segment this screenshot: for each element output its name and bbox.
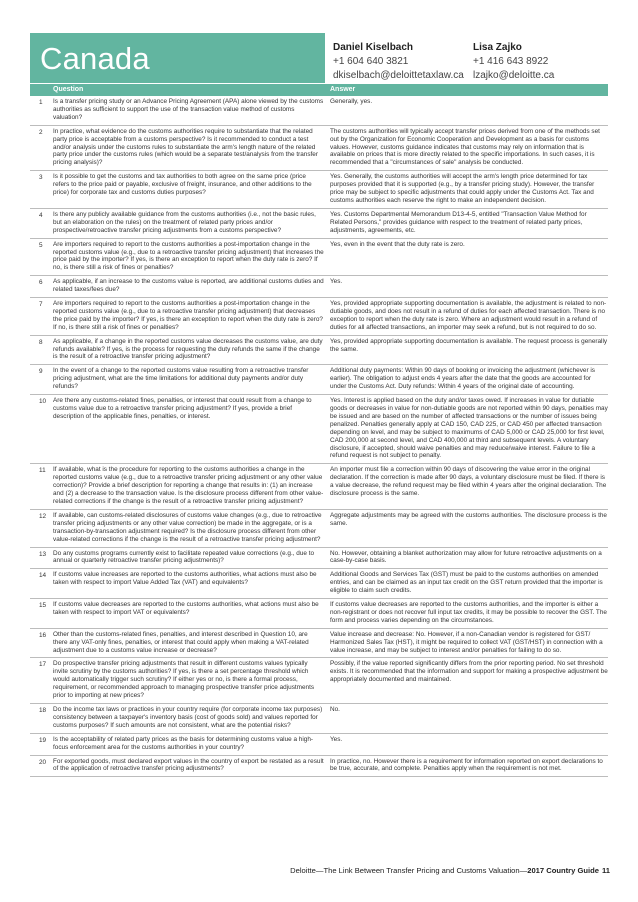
table-row — [30, 548, 608, 570]
table-row — [30, 298, 608, 336]
page-number: 11 — [601, 866, 610, 875]
table-row — [30, 171, 608, 209]
contact-card — [473, 33, 554, 83]
question-number: 14 — [39, 572, 47, 580]
question-number: 19 — [39, 736, 47, 744]
question-text: Do any customs programs currently exist to facilitate repeated value corrections (e.g., due to annual or quarterly retroactive transfer pricing adjustments)? — [53, 549, 315, 565]
answer-text: Additional Goods and Services Tax (GST) must be paid to the customs authorities on amended entries, and can be claimed as an input tax credit on the GST return provided that the importer is eligible to claim such credits. — [330, 571, 603, 595]
answer-text: Yes. — [330, 735, 343, 743]
contact-email[interactable]: dkiselbach@deloittetaxlaw.ca — [333, 70, 464, 81]
question-text: For exported goods, must declared export values in the country of export be restated as a result of the application of retroactive transfer pricing adjustments? — [53, 757, 324, 773]
question-number: 20 — [39, 758, 47, 766]
table-row — [30, 658, 608, 704]
page-footer — [0, 866, 610, 875]
contact-phone[interactable]: +1 416 643 8922 — [473, 56, 549, 67]
question-text: Is it possible to get the customs and tax authorities to both agree on the same price (price refers to the price paid or payable, exclusive of freight, insurance, and other additions to the price) for corporate tax and customs duties purposes? — [53, 173, 312, 197]
footer-guide: 2017 Country Guide — [527, 866, 599, 875]
question-number: 3 — [39, 174, 43, 182]
contact-phone[interactable]: +1 604 640 3821 — [333, 56, 409, 67]
table-header — [30, 84, 608, 96]
question-number: 4 — [39, 211, 43, 219]
question-text: Are importers required to report to the customs authorities a post-importation change in the reported customs value (e.g., due to a retroactive transfer pricing adjustment) that decreases the price paid by the importer? If yes, is there an exception to report when the duty rate is zero? If no, is there still a risk of fines or penalties? — [53, 300, 323, 331]
table-row — [30, 365, 608, 395]
answer-text: Yes, even in the event that the duty rate is zero. — [330, 240, 465, 248]
question-text: Are there any customs-related fines, penalties, or interest that could result from a change to customs value due to a retroactive transfer pricing adjustment? If yes, provide a brief description of the applicable fines, penalties, or interest. — [53, 397, 312, 420]
table-row — [30, 395, 608, 464]
question-number: 2 — [39, 128, 43, 136]
question-text: If available, what is the procedure for reporting to the customs authorities a change in the reported customs value (e.g., due to a retroactive transfer pricing adjustment or any other value correction)? Provide a brief description for reporting a change that results in: (1) an increase and (2) a decrease to the transaction value. Is the disclosure process different from other value-related corrections if the change is the result of a retroactive transfer pricing adjustment? — [53, 466, 324, 505]
question-number: 11 — [39, 467, 46, 475]
question-text: Is the acceptability of related party prices as the basis for determining customs value a high-focus enforcement area for the customs authorities in your country? — [53, 735, 314, 751]
qa-table — [30, 96, 608, 777]
question-text: In the event of a change to the reported customs value resulting from a retroactive transfer pricing adjustment, what are the time limitations for additional duty payments and/or duty refunds? — [53, 367, 309, 391]
question-number: 9 — [39, 368, 43, 376]
contact-name: Lisa Zajko — [473, 42, 522, 53]
contact-card — [333, 33, 464, 83]
answer-text: Yes. Customs Departmental Memorandum D13-4-5, entitled "Transaction Value Method for Related Persons," provides guidance with respect to the treatment of related party prices, adjustments, agreements, etc. — [330, 210, 587, 234]
table-row — [30, 756, 608, 778]
table-row — [30, 126, 608, 172]
question-number: 1 — [39, 99, 43, 106]
question-text: Is there any publicly available guidance from the customs authorities (i.e., not the basic rules, but an elaboration on the rules) on the treatment of related party prices and/or prospective/retroactive transfer pricing adjustments from a customs perspective? — [53, 210, 316, 234]
answer-text: No. — [330, 706, 340, 713]
question-text: Do the income tax laws or practices in your country require (for corporate income tax purposes) consistency between a taxpayer's inventory basis (cost of goods sold) and values reported for customs purposes? If such amounts are not consistent, what are the potential risks? — [53, 706, 323, 729]
answer-text: Generally, yes. — [330, 98, 373, 105]
answer-text: The customs authorities will typically accept transfer prices derived from one of the methods set out by the Organization for Economic Cooperation and Development as a basis for customs values. However, customs guidance indicates that customs may rely on information that is available on prices that is more directly related to the specific importations. In such cases, it is recommended that a "circumstances of sale" analysis be conducted. — [330, 127, 600, 167]
question-number: 13 — [39, 550, 47, 558]
country-title: Canada — [30, 33, 325, 83]
table-row — [30, 239, 608, 277]
answer-text: If customs value decreases are reported to the customs authorities, and the importer is either a non-registrant or does not recover full input tax credits, it may be possible to recover the GST. The form and process varies depending on the circumstances. — [330, 601, 607, 624]
question-number: 7 — [39, 301, 43, 309]
question-text: Is a transfer pricing study or an Advance Pricing Agreement (APA) alone viewed by the customs authorities as sufficient to support the use of the transaction value method of customs valuation? — [53, 98, 324, 121]
question-text: Other than the customs-related fines, penalties, and interest described in Question 10, are there any VAT-only fines, penalties, or interest that could apply when making a VAT-related adjustment due to a customs value increase or decrease? — [53, 630, 309, 654]
question-text: Are importers required to report to the customs authorities a post-importation change in the reported customs value (e.g., due to a retroactive transfer pricing adjustment) that increases the price paid by the importer? If yes, is there an exception to report when the duty rate is zero? If no, is there still a risk of fines or penalties? — [53, 240, 324, 272]
table-row — [30, 464, 608, 510]
answer-text: Additional duty payments: Within 90 days of booking or invoicing the adjustment (whichever is earlier). The obligation to adjust ends 4 years after the date that the goods are accounted for under the Customs Act. Duty refunds: Within 4 years of the original date of accounting. — [330, 367, 595, 391]
page-header — [30, 33, 608, 83]
table-row — [30, 336, 608, 366]
question-text: If available, can customs-related disclosures of customs value changes (e.g., due to retroactive transfer pricing adjustments or any other value correction) be made in the aggregate, or is a transaction-by-transaction adjustment required? Is the disclosure process different from other value-related corrections if the change is the result of a retroactive transfer pricing adjustment? — [53, 511, 322, 543]
question-text: As applicable, if a change in the reported customs value decreases the customs value, are duty refunds available? If yes, is the process for requesting the duty refunds the same if the change is the result of a retroactive transfer pricing adjustment? — [53, 337, 323, 361]
answer-text: Yes. — [330, 278, 343, 286]
question-number: 10 — [39, 398, 47, 406]
contact-name: Daniel Kiselbach — [333, 42, 414, 53]
question-number: 18 — [39, 707, 47, 714]
footer-text: Deloitte—The Link Between Transfer Pricing and Customs Valuation— — [290, 866, 528, 875]
question-number: 6 — [39, 279, 43, 287]
answer-text: In practice, no. However there is a requirement for information reported on export declarations to be true, accurate, and complete. Penalties apply when the requirement is not met. — [330, 757, 603, 773]
question-number: 12 — [39, 512, 47, 520]
question-number: 5 — [39, 241, 43, 249]
answer-text: Aggregate adjustments may be agreed with the customs authorities. The disclosure process is the same. — [330, 511, 607, 527]
table-row — [30, 734, 608, 756]
answer-text: No. However, obtaining a blanket authorization may allow for future retroactive adjustments on a case-by-case basis. — [330, 549, 602, 565]
table-row — [30, 209, 608, 239]
table-row — [30, 704, 608, 734]
answer-text: Yes, provided appropriate supporting documentation is available, the adjustment is related to non-dutiable goods, and does not result in a refund of duties for each affected transaction. There is no exception to report when the duty rate is zero. Where an adjustment would result in a refund of duties for all affected transactions, an importer may seek a refund, but is not required to do so. — [330, 300, 607, 331]
question-text: Do prospective transfer pricing adjustments that result in different customs values typically invite scrutiny by the customs authorities? If yes, is there a set percentage threshold which would automatically trigger such scrutiny? If either yes or no, is there a formal process, requirement, or recommended approach to managing prospective transfer price adjustments prior to importing at new prices? — [53, 660, 315, 700]
question-number: 16 — [39, 631, 47, 639]
question-text: As applicable, if an increase to the customs value is reported, are additional customs duties and related taxes/fees due? — [53, 278, 324, 294]
table-row — [30, 276, 608, 298]
table-row — [30, 629, 608, 659]
question-number: 15 — [39, 602, 47, 610]
answer-text: Yes. Interest is applied based on the duty and/or taxes owed. If increases in value for dutiable goods or decreases in value for non-dutiable goods are not reported within 90 days, penalties may be issued and are based on the number of affected transactions or the number of issues being penalized. Penalties generally apply at CAD 150, CAD 225, or CAD 450 per affected transaction depending on level, and may be subject to maximums of CAD 5,000 or CAD 25,000 for first level, CAD 200,000 at second level, and CAD 400,000 at third and subsequent levels. A voluntary disclosure, if accepted, should waive penalties and may reduce/waive interest. Failure to file a refund request is not subject to penalty. — [330, 397, 608, 460]
table-row — [30, 599, 608, 629]
answer-text: Yes. Generally, the customs authorities will accept the arm's length price determined for tax purposes provided that it is supported (e.g., by a transfer pricing study). However, the transfer price may be subject to specific adjustments that could apply under the Customs Act. Tax and customs authorities each reserve the right to make an independent decision. — [330, 173, 595, 204]
answer-text: Yes, provided appropriate supporting documentation is available. The request process is generally the same. — [330, 337, 608, 353]
answer-text: An importer must file a correction within 90 days of discovering the value error in the original declaration. If the correction is made after 90 days, a voluntary disclosure must be filed. If there is a value decrease, the refund request may be filed within 4 years after the original declaration. The disclosure process is the same. — [330, 466, 607, 498]
question-text: In practice, what evidence do the customs authorities require to substantiate that the related party price is acceptable from a customs perspective? Is it recommended to conduct a test and/or analysis under the customs rules to substantiate the arm's length nature of the related party price under the customs rules (which would be a separate test/analysis from the transfer pricing analysis)? — [53, 127, 318, 167]
contact-email[interactable]: lzajko@deloitte.ca — [473, 70, 555, 81]
question-text: If customs value increases are reported to the customs authorities, what actions must also be taken with respect to import Value Added Tax (VAT) and equivalents? — [53, 571, 317, 587]
table-row — [30, 510, 608, 548]
question-text: If customs value decreases are reported to the customs authorities, what actions must also be taken with respect to import VAT or equivalents? — [53, 601, 319, 616]
question-number: 17 — [39, 661, 47, 669]
answer-column-header: Answer — [330, 86, 356, 93]
answer-text: Value increase and decrease: No. However, if a non-Canadian vendor is registered for GST/ Harmonized Sales Tax (HST), it might be required to collect VAT (GST/HST) in connection with a value increase, and may be subject to interest and/or penalties for failing to do so. — [330, 630, 603, 654]
question-column-header: Question — [53, 86, 84, 93]
table-row — [30, 96, 608, 126]
answer-text: Possibly, if the value reported significantly differs from the prior reporting period. No set threshold exists. It is recommended that the information and support for making a prospective adjustment be appropriately documented and maintained. — [330, 660, 608, 684]
question-number: 8 — [39, 338, 43, 346]
table-row — [30, 569, 608, 599]
